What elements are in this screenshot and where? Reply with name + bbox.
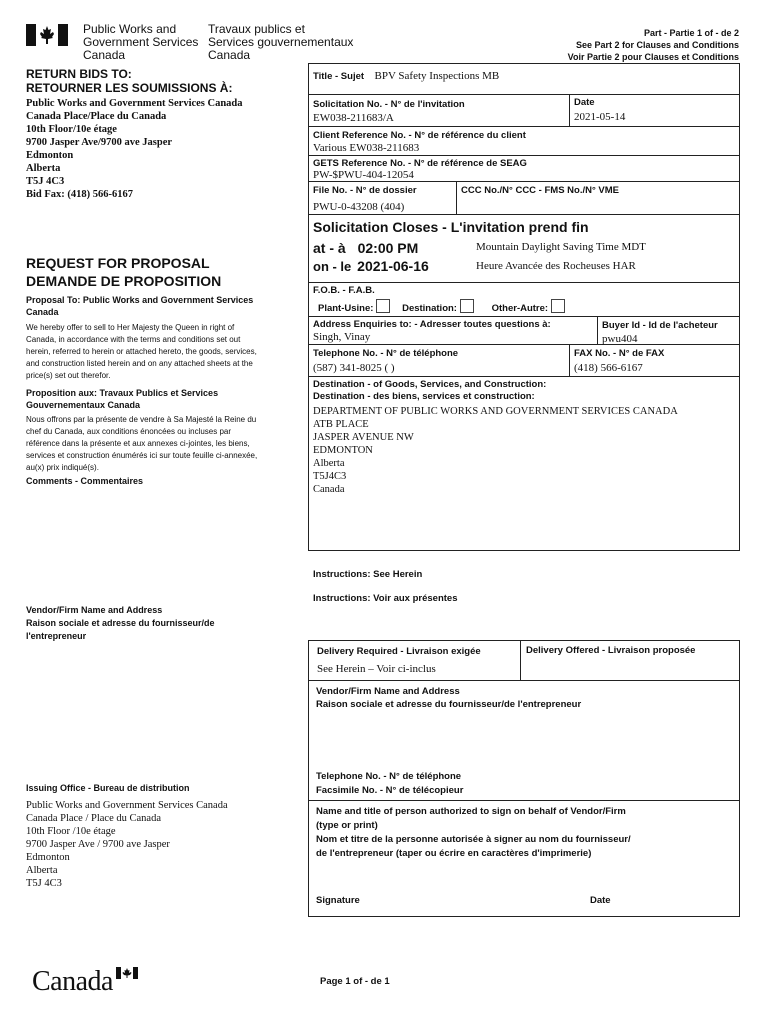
proposal-to-label: Proposal To: Public Works and Government Services Canada xyxy=(26,295,254,317)
department-name-en: Public Works and Government Services Canada xyxy=(83,22,199,62)
signature-date-label: Date xyxy=(590,895,611,906)
telephone-value: (587) 341-8025 ( ) xyxy=(313,362,395,374)
destination-fob-label: Destination: xyxy=(402,303,457,314)
issuing-office-address: Public Works and Government Services Canada Canada Place / Place du Canada 10th Floor /10e étage 9700 Jasper Ave / 9700 ave Jasper Edmonton Alberta T5J 4C3 xyxy=(26,800,228,889)
solicitation-closes-title: Solicitation Closes - L'invitation prend fin xyxy=(313,219,589,235)
department-name-fr: Travaux publics et Services gouvernementaux Canada xyxy=(208,22,354,62)
ccc-label: CCC No./N° CCC - FMS No./N° VME xyxy=(461,185,620,196)
fax-value: (418) 566-6167 xyxy=(574,362,643,374)
closing-time xyxy=(313,240,418,256)
vendor-name-address-label: Vendor/Firm Name and Address Raison sociale et adresse du fournisseur/de l'entrepreneur xyxy=(316,686,582,710)
file-value: PWU-0-43208 (404) xyxy=(313,201,405,213)
vendor-telephone-label: Telephone No. - N° de téléphone xyxy=(316,771,462,782)
date-value: 2021-05-14 xyxy=(574,111,626,123)
rfp-title: REQUEST FOR PROPOSAL DEMANDE DE PROPOSITION xyxy=(26,255,222,289)
buyer-id-label: Buyer Id - Id de l'acheteur xyxy=(602,320,718,331)
close-date-value: 2021-06-16 xyxy=(357,258,429,274)
signature-label: Signature xyxy=(316,895,360,906)
comments-label: Comments - Commentaires xyxy=(26,476,144,486)
return-bids-address: Public Works and Government Services Canada Canada Place/Place du Canada 10th Floor/10e étage 9700 Jasper Ave/9700 ave Jasper Edmonton Alberta T5J 4C3 Bid Fax: (418) 566-6167 xyxy=(26,98,243,200)
proposal-text-en: We hereby offer to sell to Her Majesty the Queen in right of Canada, in accordance with the terms and conditions set out herein, referred to herein or attached hereto, the goods, services, and construction listed herein and on any attached sheets at the price(s) set out therefor. xyxy=(26,323,257,380)
proposal-text-fr: Nous offrons par la présente de vendre à Sa Majesté la Reine du chef du Canada, aux conditions énoncées ou incluses par référence dans la présente et aux annexes ci-jointes, les biens, services et construction énumérés ici sur toute feuille ci-annexée, au(x) prix indiqué(s). xyxy=(26,415,258,472)
canada-wordmark-text: Canada xyxy=(32,966,113,997)
fob-options xyxy=(318,299,570,314)
title-field xyxy=(313,66,499,84)
title-value: BPV Safety Inspections MB xyxy=(374,70,500,82)
timezone-en: Mountain Daylight Saving Time MDT xyxy=(476,241,646,253)
wordmark-flag-icon xyxy=(116,966,138,984)
file-label: File No. - N° de dossier xyxy=(313,185,417,196)
canada-wordmark xyxy=(32,966,113,998)
issuing-office-label: Issuing Office - Bureau de distribution xyxy=(26,783,190,793)
address-enquiries-label: Address Enquiries to: - Adresser toutes questions à: xyxy=(313,319,551,330)
address-enquiries-value: Singh, Vinay xyxy=(313,331,371,343)
destination-label: Destination - of Goods, Services, and Construction: Destination - des biens, services et construction: xyxy=(313,379,547,402)
authorized-person-label: Name and title of person authorized to sign on behalf of Vendor/Firm (type or print) Nom et titre de la personne autorisée à signer au nom du fournisseur/ de l'entrepreneur (taper ou écrire en caractères d'imprimerie) xyxy=(316,806,631,859)
other-checkbox[interactable] xyxy=(551,299,565,313)
closing-date xyxy=(313,258,429,274)
vendor-left-label: Vendor/Firm Name and Address Raison sociale et adresse du fournisseur/de l'entrepreneur xyxy=(26,605,215,641)
instructions-fr: Instructions: Voir aux présentes xyxy=(313,593,458,604)
destination-checkbox[interactable] xyxy=(460,299,474,313)
canada-flag-icon xyxy=(26,24,68,46)
plant-label: Plant-Usine: xyxy=(318,303,374,314)
title-label: Title - Sujet xyxy=(313,71,365,82)
plant-checkbox[interactable] xyxy=(376,299,390,313)
client-ref-label: Client Reference No. - N° de référence du client xyxy=(313,130,526,141)
at-label: at - à xyxy=(313,240,346,256)
solicitation-label: Solicitation No. - N° de l'invitation xyxy=(313,99,465,110)
proposition-label: Proposition aux: Travaux Publics et Services Gouvernementaux Canada xyxy=(26,388,219,410)
vendor-facsimile-label: Facsimile No. - N° de télécopieur xyxy=(316,785,464,796)
timezone-fr: Heure Avancée des Rocheuses HAR xyxy=(476,260,636,272)
solicitation-value: EW038-211683/A xyxy=(313,112,394,124)
fax-label: FAX No. - N° de FAX xyxy=(574,348,665,359)
delivery-offered-label: Delivery Offered - Livraison proposée xyxy=(526,645,696,656)
fob-label: F.O.B. - F.A.B. xyxy=(313,285,375,296)
gets-value: PW-$PWU-404-12054 xyxy=(313,169,414,181)
other-label: Other-Autre: xyxy=(491,303,549,314)
date-label: Date xyxy=(574,97,595,108)
instructions-en: Instructions: See Herein xyxy=(313,569,423,580)
gets-label: GETS Reference No. - N° de référence de SEAG xyxy=(313,158,527,169)
return-bids-title: RETURN BIDS TO: RETOURNER LES SOUMISSIONS À: xyxy=(26,67,233,95)
on-label: on - le xyxy=(313,259,352,274)
page-number: Page 1 of - de 1 xyxy=(320,976,390,987)
part-indicator: Part - Partie 1 of - de 2 See Part 2 for Clauses and Conditions Voir Partie 2 pour Clauses et Conditions xyxy=(567,28,739,62)
buyer-id-value: pwu404 xyxy=(602,333,638,345)
time-value: 02:00 PM xyxy=(357,240,419,256)
destination-address: DEPARTMENT OF PUBLIC WORKS AND GOVERNMENT SERVICES CANADA ATB PLACE JASPER AVENUE NW EDMONTON Alberta T5J4C3 Canada xyxy=(313,406,678,495)
telephone-label: Telephone No. - N° de téléphone xyxy=(313,348,459,359)
delivery-required-label: Delivery Required - Livraison exigée xyxy=(317,646,481,657)
client-ref-value: Various EW038-211683 xyxy=(313,142,420,154)
delivery-required-value: See Herein – Voir ci-inclus xyxy=(317,663,436,675)
